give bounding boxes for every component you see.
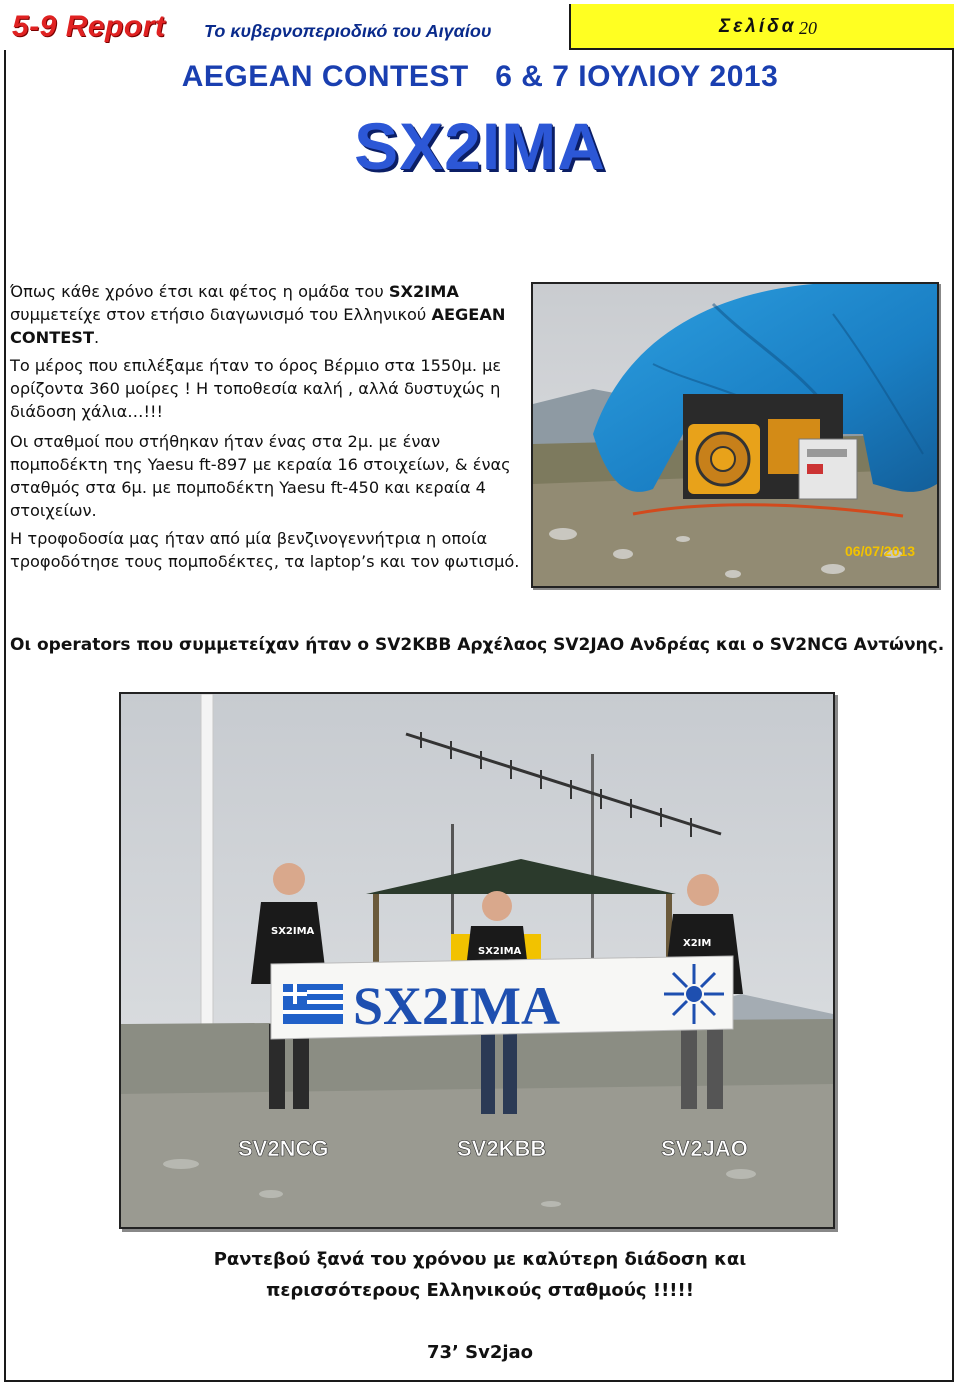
shirt-text-3: X2IM (683, 938, 712, 949)
intro-text-3: . (94, 328, 100, 347)
banner-callsign: SX2IMA (353, 976, 561, 1036)
event-title: AEGEAN CONTEST 6 & 7 ΙΟΥΛΙΟΥ 2013 (181, 60, 779, 93)
generator-photo (531, 282, 939, 588)
callsign-title: SX2IMA (354, 109, 606, 183)
closing-line-2: περισσότερους Ελληνικούς σταθμούς !!!!! (266, 1280, 694, 1301)
intro-paragraph (10, 280, 525, 349)
page-number-box (569, 4, 954, 50)
tagline: Το κυβερνοπεριοδικό του Αιγαίου (204, 21, 492, 41)
closing-line-1: Ραντεβού ξανά του χρόνου με καλύτερη διάδοση και (213, 1249, 747, 1270)
masthead (4, 4, 954, 50)
name-label-sv2jao: SV2JAO (661, 1136, 748, 1161)
location-paragraph: Το μέρος που επιλέξαμε ήταν το όρος Βέρμιο στα 1550μ. με ορίζοντα 360 μοίρες ! Η τοποθεσία καλή , αλλά δυστυχώς η διάδοση χάλια…!!! (10, 356, 502, 421)
power-paragraph: Η τροφοδοσία μας ήταν από μία βενζινογεννήτρια η οποία τροφοδότησε τους πομποδέκτες, τα laptop’s και τον φωτισμό. (10, 529, 520, 571)
signature: 73’ Sv2jao (426, 1342, 534, 1363)
team-photo (119, 692, 835, 1229)
intro-callsign: SX2IMA (388, 282, 459, 301)
photo-date-stamp: 06/07/2013 (845, 543, 916, 559)
vergina-sun-icon (664, 964, 724, 1024)
intro-text-1: Όπως κάθε χρόνο έτσι και φέτος η ομάδα του (10, 282, 389, 301)
name-label-sv2kbb: SV2KBB (457, 1136, 547, 1161)
shirt-text-2: SX2IMA (478, 946, 522, 957)
brand-logo: 5-9 Report (12, 10, 166, 43)
operators-paragraph: Οι operators που συμμετείχαν ήταν ο SV2KBB Αρχέλαος SV2JAO Ανδρέας και ο SV2NCG Αντώνης. (10, 635, 945, 655)
intro-text-2: συμμετείχε στον ετήσιο διαγωνισμό του Ελληνικού (10, 305, 432, 324)
name-label-sv2ncg: SV2NCG (238, 1136, 329, 1161)
intro-contest-name: AEGEAN CONTEST (10, 305, 506, 347)
page-label: Σελίδα (719, 16, 797, 37)
stations-paragraph: Οι σταθμοί που στήθηκαν ήταν ένας στα 2μ. με έναν πομποδέκτη της Yaesu ft-897 με κεραία 16 στοιχείων, & ένας σταθμός στα 6μ. με πομποδέκτη Yaesu ft-450 και κεραία 4 στοιχείων. (10, 432, 511, 520)
shirt-text-1: SX2IMA (271, 926, 315, 937)
page-number: 20 (799, 18, 817, 38)
